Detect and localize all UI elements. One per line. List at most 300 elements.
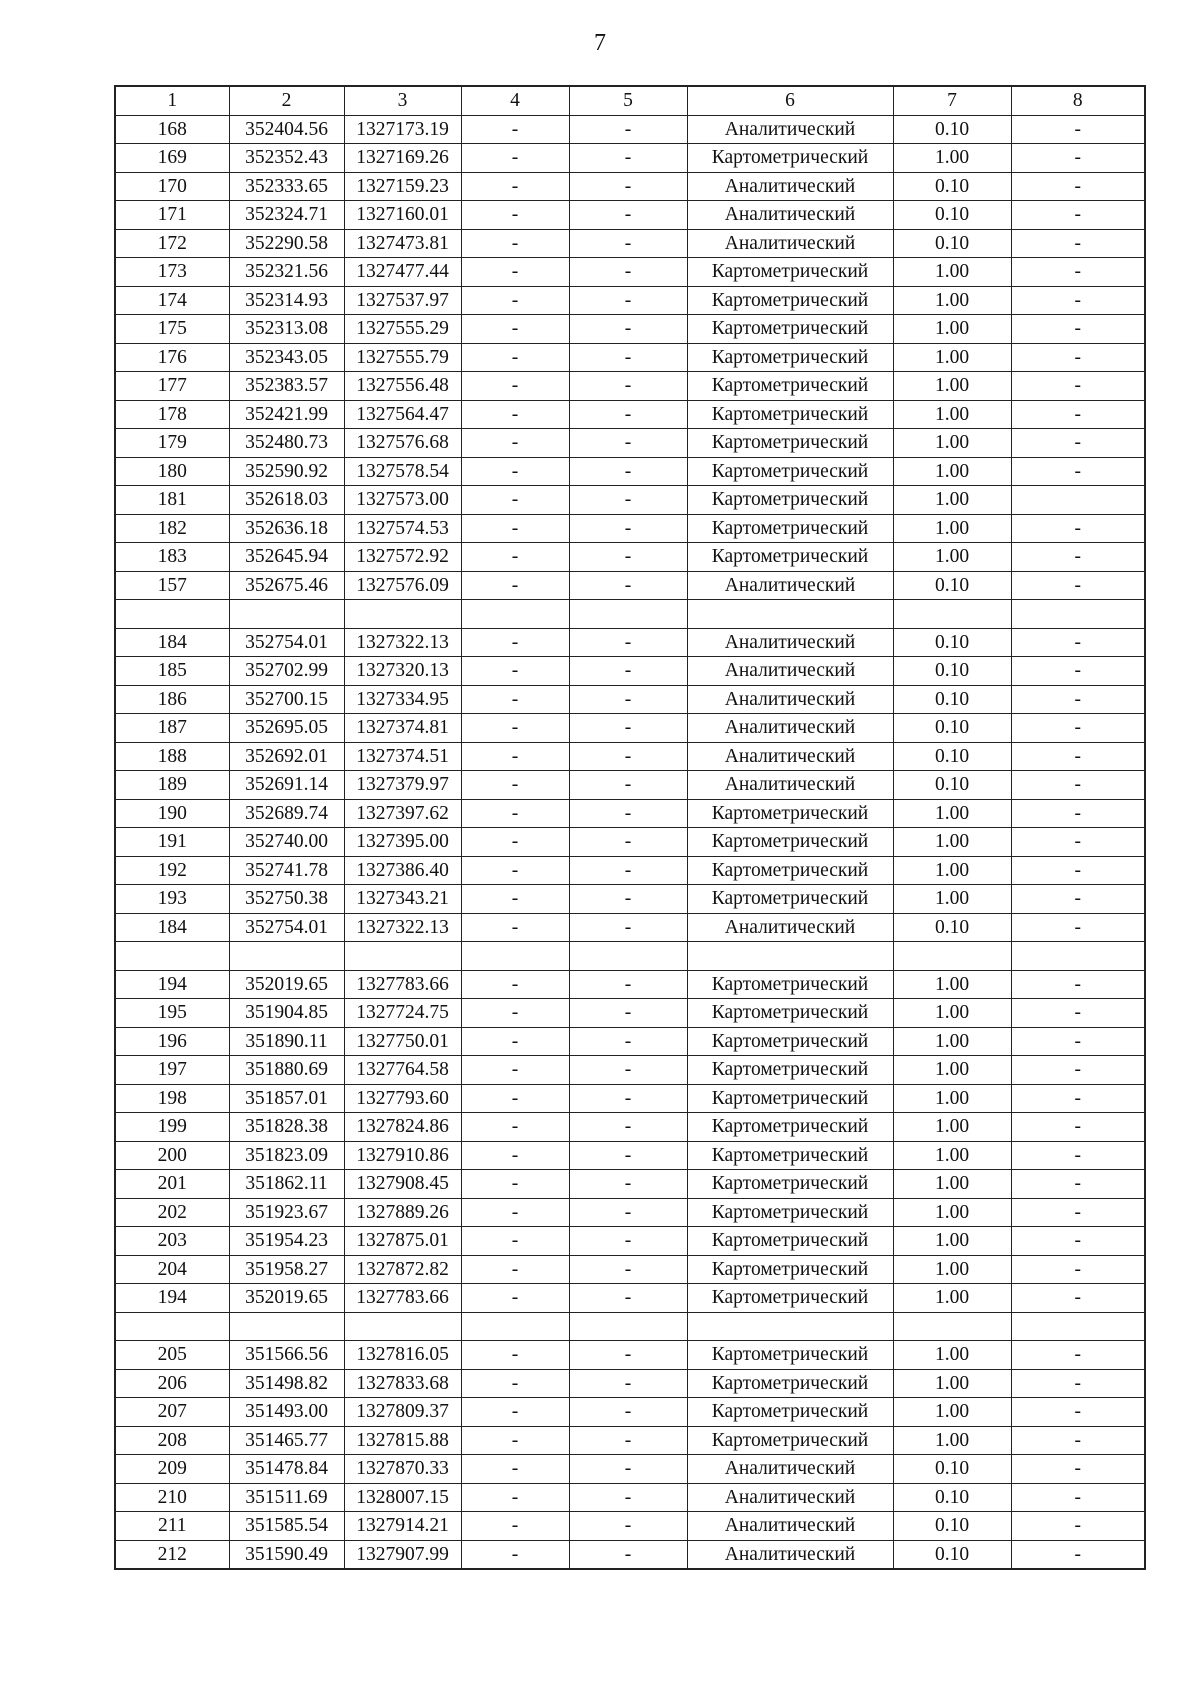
col-5-value-cell: - <box>569 1056 687 1085</box>
point-number-cell <box>115 600 229 629</box>
coordinate-y-cell: 1327555.79 <box>344 343 461 372</box>
col-8-value-cell: - <box>1011 144 1145 173</box>
method-cell: Картометрический <box>687 1341 893 1370</box>
coordinate-x-cell: 352695.05 <box>229 714 344 743</box>
table-row <box>115 201 1145 230</box>
col-8-value-cell: - <box>1011 799 1145 828</box>
coordinate-x-cell: 352404.56 <box>229 115 344 144</box>
method-cell: Аналитический <box>687 628 893 657</box>
accuracy-cell: 1.00 <box>893 1255 1011 1284</box>
method-cell: Картометрический <box>687 1227 893 1256</box>
accuracy-cell: 1.00 <box>893 144 1011 173</box>
col-5-value-cell: - <box>569 1483 687 1512</box>
col-5-value-cell: - <box>569 1341 687 1370</box>
col-4-value-cell: - <box>461 628 569 657</box>
method-cell: Картометрический <box>687 799 893 828</box>
coordinate-x-cell: 351828.38 <box>229 1113 344 1142</box>
coordinate-y-cell: 1327875.01 <box>344 1227 461 1256</box>
coordinate-y-cell: 1327824.86 <box>344 1113 461 1142</box>
point-number-cell: 208 <box>115 1426 229 1455</box>
coordinate-x-cell <box>229 600 344 629</box>
point-number-cell: 185 <box>115 657 229 686</box>
coordinate-x-cell: 351862.11 <box>229 1170 344 1199</box>
accuracy-cell: 1.00 <box>893 486 1011 515</box>
point-number-cell: 180 <box>115 457 229 486</box>
col-4-value-cell: - <box>461 1455 569 1484</box>
method-cell: Картометрический <box>687 999 893 1028</box>
coordinate-x-cell: 352333.65 <box>229 172 344 201</box>
coordinate-y-cell: 1327815.88 <box>344 1426 461 1455</box>
col-4-value-cell: - <box>461 771 569 800</box>
point-number-cell: 202 <box>115 1198 229 1227</box>
col-4-value-cell: - <box>461 315 569 344</box>
col-8-value-cell <box>1011 600 1145 629</box>
col-4-value-cell: - <box>461 1512 569 1541</box>
coordinate-x-cell: 351954.23 <box>229 1227 344 1256</box>
col-5-value-cell: - <box>569 343 687 372</box>
point-number-cell: 175 <box>115 315 229 344</box>
col-5-value-cell: - <box>569 201 687 230</box>
coordinate-y-cell: 1327914.21 <box>344 1512 461 1541</box>
col-5-value-cell: - <box>569 1369 687 1398</box>
col-5-value-cell: - <box>569 1255 687 1284</box>
col-8-value-cell: - <box>1011 828 1145 857</box>
coordinate-y-cell: 1327793.60 <box>344 1084 461 1113</box>
col-8-value-cell: - <box>1011 1056 1145 1085</box>
coordinate-x-cell: 351585.54 <box>229 1512 344 1541</box>
col-4-value-cell: - <box>461 999 569 1028</box>
coordinate-y-cell: 1327320.13 <box>344 657 461 686</box>
col-5-value-cell: - <box>569 1198 687 1227</box>
coordinate-y-cell <box>344 600 461 629</box>
table-row <box>115 115 1145 144</box>
method-cell: Картометрический <box>687 1255 893 1284</box>
col-4-value-cell: - <box>461 1141 569 1170</box>
col-5-value-cell: - <box>569 828 687 857</box>
col-5-value-cell: - <box>569 258 687 287</box>
col-5-value-cell <box>569 942 687 971</box>
accuracy-cell: 1.00 <box>893 1227 1011 1256</box>
col-5-value-cell: - <box>569 628 687 657</box>
table-row <box>115 600 1145 629</box>
col-5-value-cell: - <box>569 286 687 315</box>
coordinate-x-cell: 352750.38 <box>229 885 344 914</box>
method-cell: Аналитический <box>687 657 893 686</box>
col-4-value-cell: - <box>461 1398 569 1427</box>
col-8-value-cell: - <box>1011 115 1145 144</box>
col-8-value-cell: - <box>1011 1027 1145 1056</box>
coordinate-y-cell: 1327169.26 <box>344 144 461 173</box>
method-cell: Картометрический <box>687 144 893 173</box>
table-row <box>115 486 1145 515</box>
col-5-value-cell <box>569 1312 687 1341</box>
accuracy-cell: 1.00 <box>893 1426 1011 1455</box>
accuracy-cell: 1.00 <box>893 372 1011 401</box>
col-8-value-cell: - <box>1011 742 1145 771</box>
table-row <box>115 372 1145 401</box>
point-number-cell: 191 <box>115 828 229 857</box>
col-8-value-cell: - <box>1011 1455 1145 1484</box>
accuracy-cell: 1.00 <box>893 1084 1011 1113</box>
point-number-cell: 187 <box>115 714 229 743</box>
col-4-value-cell: - <box>461 1483 569 1512</box>
col-8-value-cell <box>1011 486 1145 515</box>
coordinate-y-cell: 1327809.37 <box>344 1398 461 1427</box>
column-header: 2 <box>229 86 344 115</box>
method-cell: Картометрический <box>687 1369 893 1398</box>
table-row <box>115 799 1145 828</box>
table-row <box>115 1512 1145 1541</box>
accuracy-cell: 1.00 <box>893 258 1011 287</box>
table-row <box>115 1170 1145 1199</box>
accuracy-cell: 0.10 <box>893 1455 1011 1484</box>
col-5-value-cell: - <box>569 1540 687 1569</box>
col-5-value-cell: - <box>569 543 687 572</box>
coordinate-x-cell: 352741.78 <box>229 856 344 885</box>
coordinate-x-cell: 351493.00 <box>229 1398 344 1427</box>
coordinate-y-cell: 1327724.75 <box>344 999 461 1028</box>
table-row <box>115 685 1145 714</box>
table-row <box>115 913 1145 942</box>
table-row <box>115 1426 1145 1455</box>
col-4-value-cell <box>461 600 569 629</box>
coordinate-x-cell: 352019.65 <box>229 1284 344 1313</box>
accuracy-cell: 1.00 <box>893 1284 1011 1313</box>
accuracy-cell: 1.00 <box>893 1170 1011 1199</box>
coordinate-y-cell: 1327159.23 <box>344 172 461 201</box>
coordinate-y-cell: 1327764.58 <box>344 1056 461 1085</box>
col-8-value-cell: - <box>1011 999 1145 1028</box>
col-8-value-cell: - <box>1011 1284 1145 1313</box>
col-4-value-cell: - <box>461 856 569 885</box>
accuracy-cell: 1.00 <box>893 999 1011 1028</box>
col-5-value-cell: - <box>569 913 687 942</box>
coordinate-y-cell: 1327833.68 <box>344 1369 461 1398</box>
coordinate-x-cell: 351890.11 <box>229 1027 344 1056</box>
col-5-value-cell: - <box>569 1284 687 1313</box>
col-4-value-cell: - <box>461 543 569 572</box>
table-row <box>115 1056 1145 1085</box>
coordinate-x-cell: 351880.69 <box>229 1056 344 1085</box>
coordinate-y-cell: 1327173.19 <box>344 115 461 144</box>
coordinate-y-cell: 1327334.95 <box>344 685 461 714</box>
col-4-value-cell: - <box>461 1227 569 1256</box>
method-cell: Картометрический <box>687 1056 893 1085</box>
coordinate-y-cell <box>344 1312 461 1341</box>
col-5-value-cell: - <box>569 172 687 201</box>
coordinate-x-cell: 352019.65 <box>229 970 344 999</box>
coordinate-y-cell: 1327555.29 <box>344 315 461 344</box>
accuracy-cell: 1.00 <box>893 1398 1011 1427</box>
method-cell: Аналитический <box>687 771 893 800</box>
coordinate-x-cell: 352689.74 <box>229 799 344 828</box>
table-row <box>115 400 1145 429</box>
column-header: 3 <box>344 86 461 115</box>
point-number-cell: 193 <box>115 885 229 914</box>
point-number-cell: 171 <box>115 201 229 230</box>
method-cell <box>687 600 893 629</box>
method-cell: Картометрический <box>687 828 893 857</box>
table-row <box>115 771 1145 800</box>
col-4-value-cell: - <box>461 514 569 543</box>
method-cell: Картометрический <box>687 1284 893 1313</box>
accuracy-cell: 1.00 <box>893 1369 1011 1398</box>
table-row <box>115 543 1145 572</box>
accuracy-cell: 1.00 <box>893 1141 1011 1170</box>
table-body <box>115 115 1145 1569</box>
method-cell: Картометрический <box>687 1141 893 1170</box>
method-cell: Аналитический <box>687 172 893 201</box>
table-row <box>115 714 1145 743</box>
col-5-value-cell: - <box>569 999 687 1028</box>
col-8-value-cell: - <box>1011 229 1145 258</box>
method-cell: Картометрический <box>687 1113 893 1142</box>
col-4-value-cell: - <box>461 229 569 258</box>
method-cell: Картометрический <box>687 258 893 287</box>
col-8-value-cell: - <box>1011 258 1145 287</box>
col-4-value-cell: - <box>461 742 569 771</box>
accuracy-cell: 1.00 <box>893 970 1011 999</box>
coordinate-y-cell: 1327374.51 <box>344 742 461 771</box>
col-4-value-cell: - <box>461 429 569 458</box>
coordinate-y-cell: 1327908.45 <box>344 1170 461 1199</box>
col-4-value-cell: - <box>461 1170 569 1199</box>
method-cell: Картометрический <box>687 970 893 999</box>
point-number-cell: 207 <box>115 1398 229 1427</box>
table-row <box>115 1141 1145 1170</box>
table-row <box>115 315 1145 344</box>
col-4-value-cell: - <box>461 172 569 201</box>
coordinate-x-cell: 351857.01 <box>229 1084 344 1113</box>
point-number-cell: 170 <box>115 172 229 201</box>
coordinate-x-cell <box>229 942 344 971</box>
method-cell: Картометрический <box>687 286 893 315</box>
accuracy-cell: 1.00 <box>893 885 1011 914</box>
col-5-value-cell: - <box>569 856 687 885</box>
col-8-value-cell: - <box>1011 970 1145 999</box>
coordinate-x-cell: 352692.01 <box>229 742 344 771</box>
coordinate-y-cell: 1327910.86 <box>344 1141 461 1170</box>
coordinate-x-cell: 351478.84 <box>229 1455 344 1484</box>
point-number-cell: 199 <box>115 1113 229 1142</box>
coordinate-x-cell: 352618.03 <box>229 486 344 515</box>
method-cell: Картометрический <box>687 429 893 458</box>
accuracy-cell: 1.00 <box>893 429 1011 458</box>
method-cell: Картометрический <box>687 1027 893 1056</box>
table-row <box>115 258 1145 287</box>
point-number-cell <box>115 1312 229 1341</box>
col-4-value-cell: - <box>461 1198 569 1227</box>
coordinate-x-cell: 352313.08 <box>229 315 344 344</box>
col-5-value-cell: - <box>569 144 687 173</box>
point-number-cell: 174 <box>115 286 229 315</box>
coordinate-x-cell: 352691.14 <box>229 771 344 800</box>
coordinate-y-cell: 1327395.00 <box>344 828 461 857</box>
col-8-value-cell: - <box>1011 1255 1145 1284</box>
point-number-cell: 206 <box>115 1369 229 1398</box>
col-4-value-cell: - <box>461 1255 569 1284</box>
accuracy-cell: 0.10 <box>893 172 1011 201</box>
col-4-value-cell: - <box>461 400 569 429</box>
table-row <box>115 1255 1145 1284</box>
col-4-value-cell: - <box>461 486 569 515</box>
method-cell: Аналитический <box>687 913 893 942</box>
coordinate-y-cell: 1327322.13 <box>344 628 461 657</box>
coordinate-y-cell: 1327816.05 <box>344 1341 461 1370</box>
method-cell: Картометрический <box>687 543 893 572</box>
method-cell: Аналитический <box>687 685 893 714</box>
col-8-value-cell: - <box>1011 1426 1145 1455</box>
table-row <box>115 1113 1145 1142</box>
column-header: 4 <box>461 86 569 115</box>
point-number-cell: 190 <box>115 799 229 828</box>
col-5-value-cell: - <box>569 685 687 714</box>
col-8-value-cell: - <box>1011 343 1145 372</box>
method-cell: Картометрический <box>687 486 893 515</box>
accuracy-cell: 1.00 <box>893 799 1011 828</box>
col-4-value-cell: - <box>461 1084 569 1113</box>
point-number-cell: 172 <box>115 229 229 258</box>
table-row <box>115 144 1145 173</box>
method-cell: Аналитический <box>687 571 893 600</box>
col-5-value-cell: - <box>569 742 687 771</box>
coordinate-y-cell: 1327872.82 <box>344 1255 461 1284</box>
method-cell: Аналитический <box>687 1512 893 1541</box>
coordinate-x-cell: 352636.18 <box>229 514 344 543</box>
point-number-cell: 195 <box>115 999 229 1028</box>
point-number-cell: 184 <box>115 628 229 657</box>
column-header: 7 <box>893 86 1011 115</box>
col-8-value-cell: - <box>1011 885 1145 914</box>
coordinate-y-cell <box>344 942 461 971</box>
col-8-value-cell: - <box>1011 1398 1145 1427</box>
coordinate-y-cell: 1327576.68 <box>344 429 461 458</box>
method-cell: Картометрический <box>687 1084 893 1113</box>
coordinate-x-cell: 352700.15 <box>229 685 344 714</box>
table-row <box>115 1084 1145 1113</box>
method-cell: Аналитический <box>687 742 893 771</box>
coordinate-y-cell: 1327564.47 <box>344 400 461 429</box>
coordinate-y-cell: 1327576.09 <box>344 571 461 600</box>
col-5-value-cell: - <box>569 1170 687 1199</box>
col-8-value-cell: - <box>1011 1512 1145 1541</box>
col-4-value-cell: - <box>461 714 569 743</box>
method-cell: Аналитический <box>687 714 893 743</box>
col-5-value-cell: - <box>569 714 687 743</box>
method-cell: Картометрический <box>687 457 893 486</box>
method-cell <box>687 942 893 971</box>
accuracy-cell: 0.10 <box>893 1512 1011 1541</box>
accuracy-cell: 1.00 <box>893 1113 1011 1142</box>
col-5-value-cell: - <box>569 1512 687 1541</box>
col-8-value-cell: - <box>1011 1341 1145 1370</box>
point-number-cell: 204 <box>115 1255 229 1284</box>
col-8-value-cell: - <box>1011 571 1145 600</box>
table-row <box>115 999 1145 1028</box>
method-cell: Картометрический <box>687 514 893 543</box>
column-header: 5 <box>569 86 687 115</box>
col-4-value-cell: - <box>461 1369 569 1398</box>
method-cell: Картометрический <box>687 885 893 914</box>
table-row <box>115 343 1145 372</box>
coordinate-y-cell: 1327537.97 <box>344 286 461 315</box>
coordinate-x-cell <box>229 1312 344 1341</box>
coordinate-x-cell: 352754.01 <box>229 913 344 942</box>
accuracy-cell: 1.00 <box>893 828 1011 857</box>
accuracy-cell: 1.00 <box>893 343 1011 372</box>
method-cell: Картометрический <box>687 856 893 885</box>
coordinate-x-cell: 351904.85 <box>229 999 344 1028</box>
coordinate-y-cell: 1327750.01 <box>344 1027 461 1056</box>
col-5-value-cell: - <box>569 1426 687 1455</box>
accuracy-cell: 0.10 <box>893 771 1011 800</box>
method-cell: Картометрический <box>687 1170 893 1199</box>
point-number-cell: 177 <box>115 372 229 401</box>
point-number-cell: 197 <box>115 1056 229 1085</box>
accuracy-cell: 1.00 <box>893 856 1011 885</box>
coordinate-y-cell: 1327573.00 <box>344 486 461 515</box>
coordinate-y-cell: 1327477.44 <box>344 258 461 287</box>
column-header: 8 <box>1011 86 1145 115</box>
col-5-value-cell: - <box>569 315 687 344</box>
point-number-cell: 173 <box>115 258 229 287</box>
coordinate-x-cell: 352702.99 <box>229 657 344 686</box>
accuracy-cell: 1.00 <box>893 457 1011 486</box>
coordinate-x-cell: 352480.73 <box>229 429 344 458</box>
coordinate-y-cell: 1327907.99 <box>344 1540 461 1569</box>
table-row <box>115 571 1145 600</box>
col-4-value-cell: - <box>461 970 569 999</box>
coordinate-x-cell: 351511.69 <box>229 1483 344 1512</box>
coordinate-y-cell: 1327870.33 <box>344 1455 461 1484</box>
table-row <box>115 514 1145 543</box>
col-4-value-cell: - <box>461 343 569 372</box>
point-number-cell: 181 <box>115 486 229 515</box>
col-4-value-cell: - <box>461 1341 569 1370</box>
table-row <box>115 1369 1145 1398</box>
table-row <box>115 1027 1145 1056</box>
col-5-value-cell: - <box>569 486 687 515</box>
col-8-value-cell: - <box>1011 172 1145 201</box>
coordinate-x-cell: 351923.67 <box>229 1198 344 1227</box>
method-cell: Аналитический <box>687 1483 893 1512</box>
accuracy-cell: 0.10 <box>893 628 1011 657</box>
accuracy-cell: 1.00 <box>893 543 1011 572</box>
col-8-value-cell: - <box>1011 286 1145 315</box>
method-cell: Картометрический <box>687 1426 893 1455</box>
coordinate-y-cell: 1327379.97 <box>344 771 461 800</box>
col-4-value-cell: - <box>461 685 569 714</box>
col-5-value-cell: - <box>569 1027 687 1056</box>
col-4-value-cell: - <box>461 1027 569 1056</box>
point-number-cell: 211 <box>115 1512 229 1541</box>
col-8-value-cell: - <box>1011 315 1145 344</box>
col-8-value-cell: - <box>1011 1483 1145 1512</box>
table-row <box>115 172 1145 201</box>
col-4-value-cell <box>461 942 569 971</box>
accuracy-cell: 0.10 <box>893 685 1011 714</box>
col-8-value-cell: - <box>1011 1369 1145 1398</box>
coordinate-x-cell: 351823.09 <box>229 1141 344 1170</box>
coordinate-y-cell: 1327572.92 <box>344 543 461 572</box>
col-8-value-cell: - <box>1011 1227 1145 1256</box>
col-8-value-cell: - <box>1011 685 1145 714</box>
coordinate-y-cell: 1327322.13 <box>344 913 461 942</box>
accuracy-cell: 1.00 <box>893 400 1011 429</box>
col-8-value-cell: - <box>1011 1540 1145 1569</box>
table-row <box>115 1284 1145 1313</box>
col-8-value-cell: - <box>1011 1198 1145 1227</box>
